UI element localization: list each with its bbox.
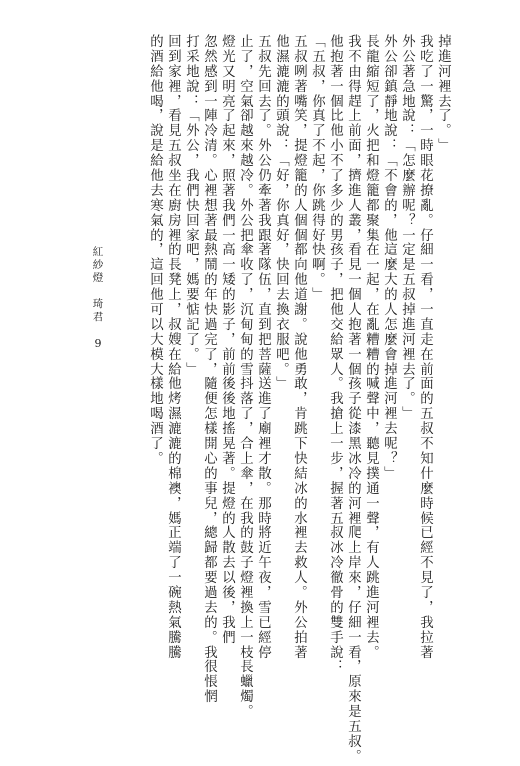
author-name: 琦 君: [92, 298, 104, 324]
text-column: 我 吃 了 一 驚 ︐ 一 時 眼 花 撩 亂 ︒ 仔 細 一 看 ︐ 一 直 走 在 前 面 的 五 叔 不 知 什 麼 時 候 已 經 不 見 了 ︐ 我 拉 著: [420, 35, 434, 661]
book-title: 紅 紗 燈: [92, 246, 104, 284]
text-column: 忽 然 感 到 一 陣 冷 清 ︒ 心 裡 想 著 最 熱 鬧 的 年 快 過 完 了 ︐ 隨 便 怎 樣 開 心 的 事 兒 ︐ 總 歸 都 要 過 去 的 ︒ 我 很 悵 惘: [204, 35, 218, 706]
text-column: 回 到 家 裡 ︐ 看 見 五 叔 坐 在 廚 房 裡 的 長 凳 上 ︐ 叔 嫂 在 給 他 烤 濕 漉 漉 的 棉 襖 ︐ 媽 正 端 了 一 碗 熱 氣 騰 騰: [168, 35, 182, 661]
text-column: 長 龍 縮 短 了 ︐ 火 把 和 燈 籠 都 聚 集 在 一 起 ︐ 在 亂 糟 糟 的 喊 聲 中 ︐ 聽 見 撲 通 一 聲 ︐ 有 人 跳 進 河 裡 去 ︒: [366, 35, 380, 661]
text-column: 的 酒 給 他 喝 ︐ 說 是 給 他 去 寒 氣 的 ︐ 這 回 他 可 以 大 模 大 樣 地 喝 酒 了 ︒: [150, 35, 164, 467]
text-column: 他 濕 漉 漉 的 頭 說 ︓ ﹁ 好 ︐ 你 真 好 ︐ 快 回 去 換 衣 服 吧 ︒ ﹂: [276, 35, 290, 393]
page-number: 9: [94, 336, 102, 350]
folio: [90, 246, 106, 351]
text-column: 五 叔 咧 著 嘴 笑 ︐ 提 燈 籠 的 人 個 個 都 向 他 道 謝 ︒ 說 他 勇 敢 ︐ 肯 跳 下 快 結 冰 的 水 裡 去 救 人 ︒ 外 公 拍 著: [294, 35, 308, 661]
text-column: 燈 光 又 明 亮 了 起 來 ︐ 照 著 我 們 一 高 一 矮 的 影 子 ︐ 前 前 後 後 地 搖 晃 著 ︒ 提 燈 的 人 散 去 以 後 ︐ 我 們: [222, 35, 236, 646]
text-column: 他 抱 著 一 個 比 他 小 不 了 多 少 的 男 孩 子 ︐ 把 他 交 給 眾 人 ︒ 我 搶 上 一 步 ︐ 握 著 五 叔 冰 冷 徹 骨 的 雙 手 說 ︓: [330, 35, 344, 676]
text-column: 止 了 ︐ 空 氣 卻 越 來 越 冷 ︒ 外 公 把 傘 收 了 ︐ 沉 甸 甸 的 雪 抖 落 了 ︐ 合 上 傘 ︐ 在 我 的 鼓 子 燈 裡 換 上 一 枝 長 蠟 燭 ︒: [240, 35, 254, 721]
vertical-text-block: [148, 35, 454, 765]
text-column: 外 公 卻 鎮 靜 地 說 ︓ ﹁ 不 會 的 ︐ 他 這 麼 大 的 人 怎 麼 會 掉 進 河 裡 去 呢 ︖ ﹂: [384, 35, 398, 482]
text-column: ﹁ 五 叔 ︐ 你 真 了 不 起 ︐ 你 跳 得 好 快 啊 ︒ ﹂: [312, 35, 326, 304]
text-column: 打 采 地 說 ︓ ﹁ 外 公 ︐ 我 們 快 回 家 吧 ︐ 媽 要 惦 記 了 ︒ ﹂: [186, 35, 200, 378]
text-column: 我 不 由 得 趕 上 前 面 ︐ 擠 進 人 叢 ︐ 看 見 一 個 人 抱 著 一 個 孩 子 從 漆 黑 冰 冷 的 河 裡 爬 上 岸 來 ︐ 仔 細 一 看 ︐ 原 來 是 五 叔 ︒: [348, 35, 362, 765]
text-column: 五 叔 先 回 去 了 ︒ 外 公 仍 牽 著 我 跟 著 隊 伍 ︐ 直 到 把 菩 薩 送 進 了 廟 裡 才 散 ︒ 那 時 將 近 午 夜 ︐ 雪 已 經 停: [258, 35, 272, 661]
text-column: 外 公 著 急 地 說 ︓ ﹁ 怎 麼 辦 呢 ︖ 一 定 是 五 叔 掉 進 河 裡 去 了 ︒ ﹂: [402, 35, 416, 423]
text-column: 掉 進 河 裡 去 了 ︒ ﹂: [438, 35, 452, 155]
